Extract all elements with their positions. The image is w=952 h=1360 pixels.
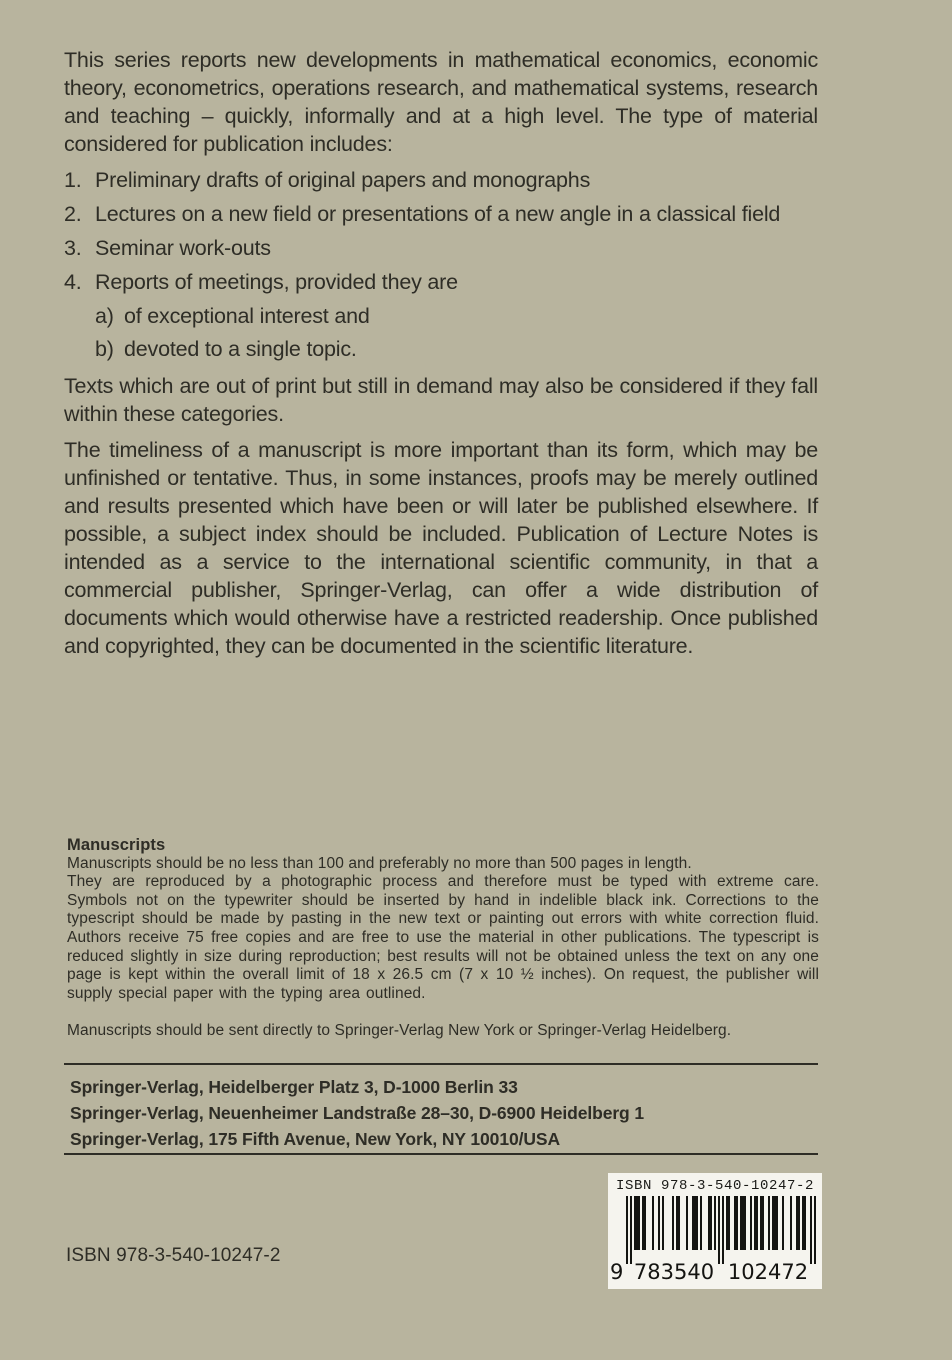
list-item-number: 4.	[64, 270, 82, 294]
series-description	[64, 46, 818, 668]
list-item	[64, 200, 818, 228]
list-subitem-label: a)	[95, 304, 114, 328]
series-intro-paragraph: This series reports new developments in mathematical economics, economic theory, econometrics, operations research, and mathematical systems, research and teaching – quickly, informally and at a high level. The type of material considered for publication includes:	[64, 48, 818, 156]
list-item	[64, 268, 818, 296]
list-item-text: Preliminary drafts of original papers and monographs	[95, 168, 591, 192]
manuscripts-section	[67, 836, 819, 1041]
list-item-number: 2.	[64, 202, 82, 226]
manuscripts-submission-note: Manuscripts should be sent directly to Springer-Verlag New York or Springer-Verlag Heidelberg.	[67, 1022, 732, 1040]
svg-text:783540: 783540	[633, 1260, 715, 1282]
timeliness-paragraph: The timeliness of a manuscript is more important than its form, which may be unfinished or tentative. Thus, in some instances, proofs may be merely outlined and results presented which have been or will later be published elsewhere. If possible, a subject index should be included. Publication of Lecture Notes is intended as a service to the international scientific community, in that a commercial publisher, Springer-Verlag, can offer a wide distribution of documents which would otherwise have a restricted readership. Once published and copyrighted, they can be documented in the scientific literature.	[64, 438, 818, 658]
publisher-addresses	[70, 1074, 644, 1152]
svg-text:102472: 102472	[727, 1260, 809, 1282]
list-item	[64, 234, 818, 262]
manuscripts-length-note: Manuscripts should be no less than 100 and preferably no more than 500 pages in length.	[67, 854, 692, 872]
list-item-text: Lectures on a new field or presentations of a new angle in a classical field	[95, 202, 781, 226]
isbn-text: ISBN 978-3-540-10247-2	[66, 1245, 281, 1266]
svg-text:9: 9	[610, 1260, 624, 1282]
list-subitem-text: devoted to a single topic.	[124, 337, 357, 361]
ean13-bars	[608, 1196, 822, 1282]
list-item	[64, 166, 818, 194]
manuscripts-production-note: They are reproduced by a photographic process and therefore must be typed with extreme care. Symbols not on the typewriter should be inserted by hand in indelible black ink. Corrections to the typescript should be made by pasting in the new text or painting out errors with white correction fluid. Authors receive 75 free copies and are free to use the material in other publications. The typescript is reduced slightly in size during reproduction; best results will not be obtained unless the text on any one page is kept within the overall limit of 18 x 26.5 cm (7 x 10 ½ inches). On request, the publisher will supply special paper with the typing area outlined.	[67, 873, 819, 1002]
divider-rule-top	[64, 1063, 818, 1065]
manuscripts-heading: Manuscripts	[67, 836, 166, 854]
address-line: Springer-Verlag, 175 Fifth Avenue, New York, NY 10010/USA	[70, 1129, 560, 1149]
publication-types-list	[64, 166, 818, 363]
list-subitem	[95, 335, 818, 363]
list-subitem-label: b)	[95, 337, 114, 361]
list-item-number: 1.	[64, 168, 82, 192]
out-of-print-paragraph: Texts which are out of print but still in demand may also be considered if they fall within these categories.	[64, 374, 818, 426]
address-line: Springer-Verlag, Neuenheimer Landstraße 28–30, D-6900 Heidelberg 1	[70, 1103, 645, 1123]
list-item-text: Seminar work-outs	[95, 236, 271, 260]
barcode-isbn-label: ISBN 978-3-540-10247-2	[615, 1178, 815, 1194]
isbn-barcode	[608, 1173, 822, 1289]
address-line: Springer-Verlag, Heidelberger Platz 3, D-1000 Berlin 33	[70, 1077, 518, 1097]
divider-rule-bottom	[64, 1153, 818, 1155]
list-subitem-text: of exceptional interest and	[124, 304, 370, 328]
list-item-text: Reports of meetings, provided they are	[95, 270, 458, 294]
list-item-number: 3.	[64, 236, 82, 260]
list-subitem	[95, 302, 818, 330]
